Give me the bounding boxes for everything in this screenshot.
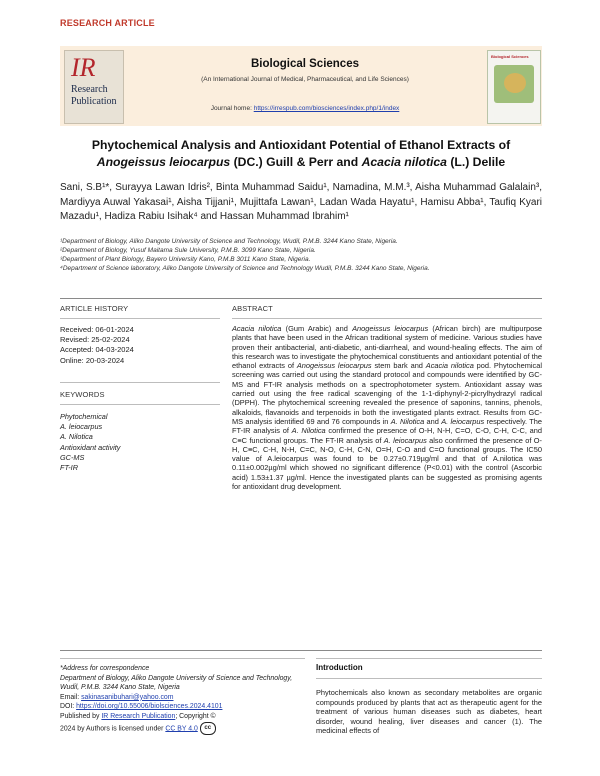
journal-home-link[interactable]: https://irrespub.com/biosciences/index.php/1/index	[253, 105, 400, 112]
section-label: RESEARCH ARTICLE	[60, 18, 155, 28]
keywords-heading: KEYWORDS	[60, 390, 105, 399]
author-list: Sani, S.B¹*, Surayya Lawan Idris², Binta Muhammad Saidu¹, Namadina, M.M.³, Aisha Muhammad Galalain³, Mardiyya Auwal Yakasai¹, Aisha Tijjani¹, Mujittafa Lawan¹, Ladan Wada Hayatu¹, Hamisu Abba¹, Taufiq Kyari Mazadu¹, Hadiza Rabiu Isihak⁴ and Hassan Muhammad Ibrahim¹	[60, 182, 542, 222]
doi-link[interactable]: https://doi.org/10.55006/biolsciences.2024.4101	[76, 703, 223, 711]
keyword: Phytochemical	[60, 412, 108, 421]
keyword: A. leiocarpus	[60, 422, 103, 432]
journal-title: Biological Sciences	[250, 58, 359, 70]
divider	[60, 382, 220, 383]
license-link[interactable]: CC BY 4.0	[165, 724, 198, 732]
correspondence-address: Department of Biology, Aliko Dangote University of Science and Technology, Wudil, P.M.B. 3244 Kano State, Nigeria	[60, 674, 293, 692]
divider	[60, 658, 305, 659]
introduction-heading: Introduction	[316, 663, 363, 672]
journal-cover-image	[487, 50, 541, 124]
cover-title: Biological Sciences	[491, 54, 529, 59]
divider	[60, 318, 220, 319]
divider	[316, 678, 542, 679]
divider	[60, 298, 542, 299]
publisher-link[interactable]: IR Research Publication	[101, 712, 176, 720]
divider	[316, 658, 542, 659]
abstract-text: Acacia nilotica (Gum Arabic) and Anogeissus leiocarpus (African birch) are multipurpose plants that have been used in the African traditional system of medicine. Various studies have proven their antibacterial, anti-diabetic, anti-diarrheal, and wound-healing effects. The aim of this research was to investigate the phytochemical constituents and antioxidant potential of the ethanol extracts of Anogeissus leiocarpus stem bark and Acacia nilotica pod. Phytochemical screening was carried out using the standard protocol and compounds were identified by GC-MS and FT-IR analysis methods on a spectrophotometer system. Antioxidant assay was carried out using the free radical scavenging of the 1-1-diphynyl-2-picrylhydrazyl radical (DPPH). The phytochemical screening revealed the presence of saponins, tannins, phenols, alkaloids, flavanoids and terpenoids in both the investigated plants extract. Results from GC-MS analysis identified 69 and 76 compounds in A. Nilotica and A. leiocarpus respectively. The FT-IR analysis of A. Nilotica confirmed the presence of O-H, N-H, C=O, C-O, C-H, C-C, and C≡C functional groups. The FT-IR analysis of A. leiocarpus also confirmed the presence of O-H, C≡C, C-H, N-H, C=C, N-O, C-H, C-N, O=H, C-O and C=O functional groups. The IC50 value of A.leiocarpus was found to be 0.27±0.719µg/ml and that of A.nilotica was 0.11±0.002µg/ml which showed no significant difference (P<0.01) with the control (Ascorbic acid) 1.53±1.37 µg/ml. Hence the investigated plants can be suggested as promising agents for antioxidant drug development.	[232, 324, 542, 492]
keyword: GC-MS	[60, 452, 85, 462]
logo-mark: IR	[71, 53, 96, 82]
correspondence-label: *Address for correspondence	[60, 665, 150, 672]
divider	[60, 404, 220, 405]
affiliation-item: ²Department of Biology, Yusuf Maitama Sule University, P.M.B. 3099 Kano State, Nigeria.	[60, 247, 316, 254]
divider	[60, 650, 542, 651]
article-history	[60, 325, 210, 366]
journal-subtitle: (An International Journal of Medical, Pharmaceutical, and Life Sciences)	[201, 76, 409, 83]
abstract-heading: ABSTRACT	[232, 304, 273, 313]
affiliations	[60, 237, 542, 273]
paper-title: Phytochemical Analysis and Antioxidant Potential of Ethanol Extracts of Anogeissus leiocarpus (DC.) Guill & Perr and Acacia nilotica (L.) Delile	[91, 138, 511, 169]
accepted-date: Accepted: 04-03-2024	[60, 345, 134, 355]
publisher-logo	[64, 50, 124, 124]
correspondence-block: *Address for correspondence Department of Biology, Aliko Dangote University of Science and Technology, Wudil, P.M.B. 3244 Kano State, Nigeria Email: sakinasanibuhari@yahoo.com DOI: https://doi.org/10.55006/biolsciences.2024.4101 Published by IR Research Publication; Copyright © 2024 by Authors is licensed under CC BY 4.0 cc	[60, 664, 305, 735]
logo-text: Research Publication	[71, 84, 117, 107]
divider	[232, 318, 542, 319]
cover-art-detail	[504, 73, 526, 93]
affiliation-item: ⁴Department of Science laboratory, Aliko Dangote University of Science and Technology Wudil, P.M.B. 3244 Kano State, Nigeria.	[60, 265, 430, 272]
email-link[interactable]: sakinasanibuhari@yahoo.com	[81, 693, 174, 701]
keyword: A. Nilotica	[60, 432, 93, 442]
keyword: FT-IR	[60, 463, 78, 473]
affiliation-item: ¹Department of Biology, Aliko Dangote University of Science and Technology, Wudil, P.M.B. 3244 Kano State, Nigeria.	[60, 238, 398, 245]
journal-home: Journal home: https://irrespub.com/biosciences/index.php/1/index	[210, 105, 400, 112]
cc-license-icon: cc	[200, 722, 216, 735]
affiliation-item: ³Department of Plant Biology, Bayero University Kano, P.M.B 3011 Kano State, Nigeria.	[60, 256, 311, 263]
keyword: Antioxidant activity	[60, 442, 121, 452]
revised-date: Revised: 25-02-2024	[60, 335, 130, 345]
introduction-text: Phytochemicals also known as secondary metabolites are organic compounds produced by plants that act as therapeutic agent for the treatment of various human diseases such as diabetes, heart disorder, wound healing, liver diseases and cancer (1). The medicinal effects of	[316, 688, 542, 736]
keywords-list	[60, 412, 210, 473]
article-history-heading: ARTICLE HISTORY	[60, 304, 129, 313]
received-date: Received: 06-01-2024	[60, 325, 134, 334]
online-date: Online: 20-03-2024	[60, 355, 125, 365]
